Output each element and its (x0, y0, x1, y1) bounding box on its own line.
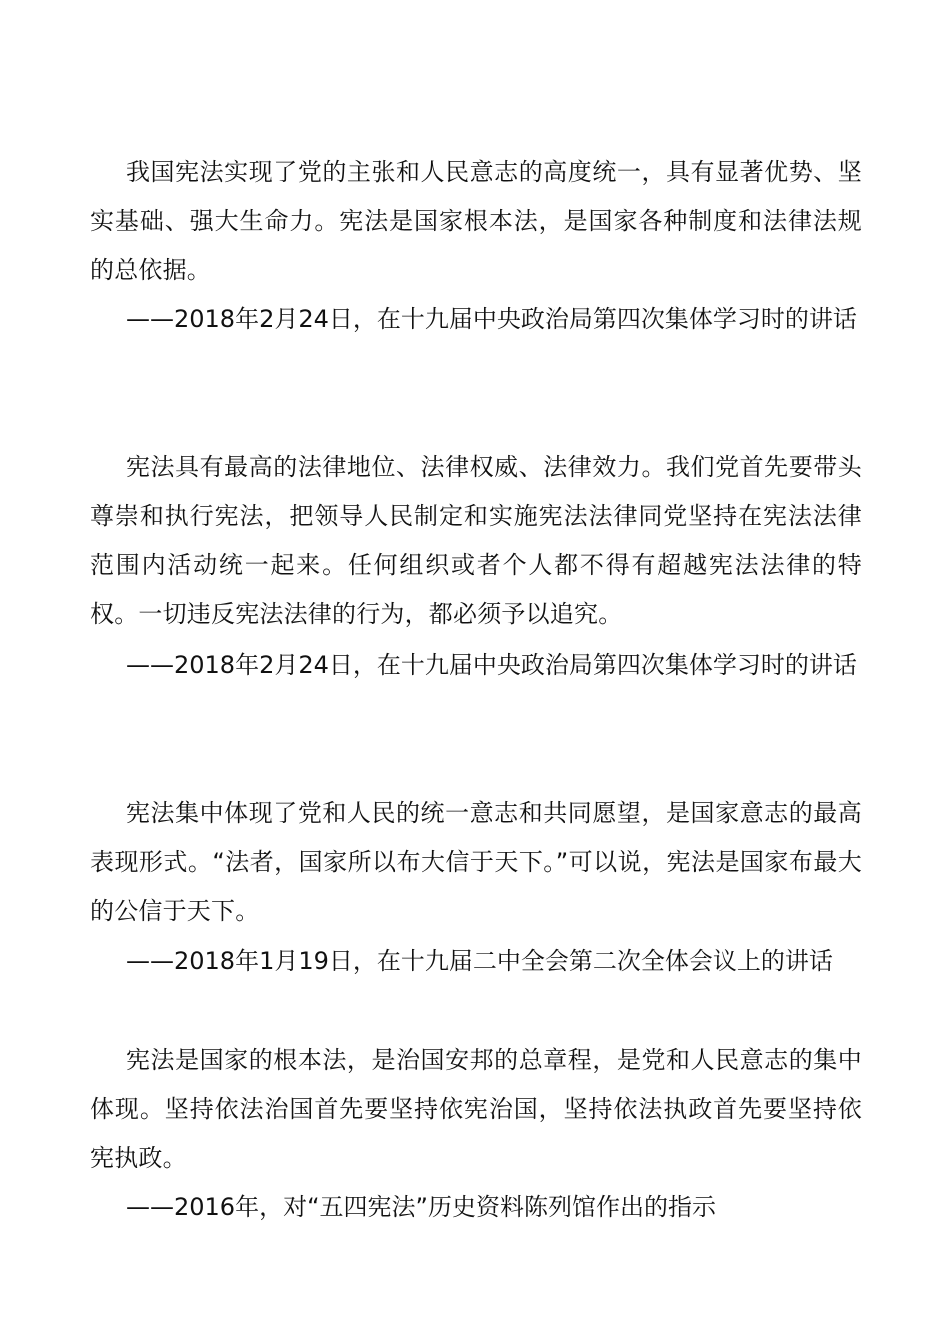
quote-paragraph: 宪法集中体现了党和人民的统一意志和共同愿望，是国家意志的最高表现形式。“法者，国家所以布大信于天下。”可以说，宪法是国家布最大的公信于天下。 (90, 799, 862, 925)
quote-source: ——2016年，对“五四宪法”历史资料陈列馆作出的指示 (126, 1193, 716, 1221)
quote-source: ——2018年2月24日，在十九届中央政治局第四次集体学习时的讲话 (126, 305, 857, 333)
quote-paragraph: 宪法是国家的根本法，是治国安邦的总章程，是党和人民意志的集中体现。坚持依法治国首先要坚持依宪治国，坚持依法执政首先要坚持依宪执政。 (90, 1046, 862, 1172)
quote-source: ——2018年1月19日，在十九届二中全会第二次全体会议上的讲话 (126, 947, 833, 975)
quote-paragraph: 宪法具有最高的法律地位、法律权威、法律效力。我们党首先要带头尊崇和执行宪法，把领导人民制定和实施宪法法律同党坚持在宪法法律范围内活动统一起来。任何组织或者个人都不得有超越宪法法律的特权。一切违反宪法法律的行为，都必须予以追究。 (90, 453, 862, 628)
quote-paragraph: 我国宪法实现了党的主张和人民意志的高度统一，具有显著优势、坚实基础、强大生命力。宪法是国家根本法，是国家各种制度和法律法规的总依据。 (90, 158, 862, 284)
quote-source: ——2018年2月24日，在十九届中央政治局第四次集体学习时的讲话 (126, 651, 857, 679)
